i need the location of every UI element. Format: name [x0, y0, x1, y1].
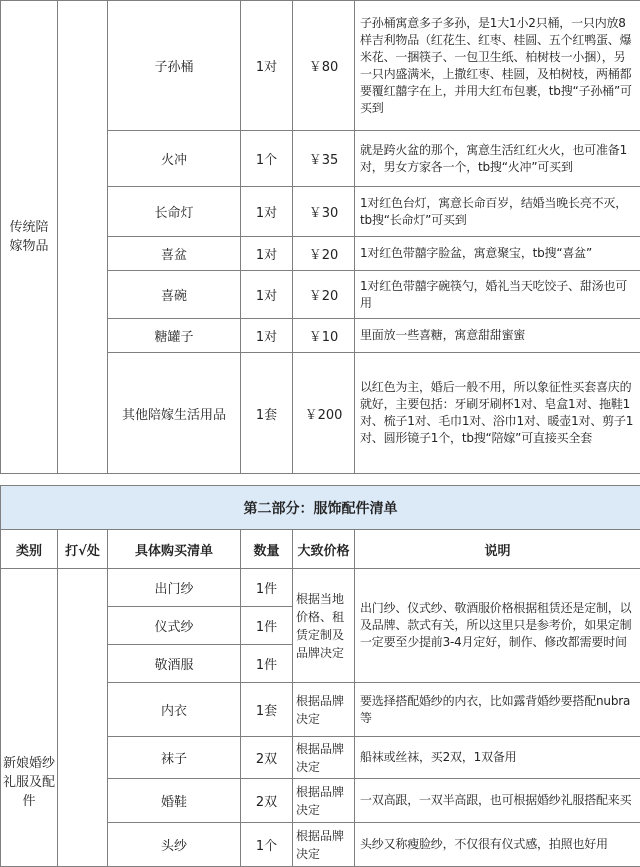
item-price: ￥200 [293, 353, 355, 474]
item-qty: 1件 [241, 607, 293, 645]
check-cell[interactable] [58, 1, 108, 474]
item-name: 火冲 [108, 131, 241, 187]
spacer-row [1, 474, 640, 486]
section-title: 第二部分：服饰配件清单 [1, 486, 640, 530]
item-price: ￥30 [293, 187, 355, 237]
item-name: 喜碗 [108, 271, 241, 319]
item-qty: 2双 [241, 737, 293, 779]
check-cell[interactable] [58, 569, 108, 867]
item-desc: 就是跨火盆的那个，寓意生活红红火火，也可准备1对，男女方家各一个，tb搜“火冲”可买到 [355, 131, 640, 187]
item-qty: 1对 [241, 1, 293, 131]
item-price: ￥35 [293, 131, 355, 187]
header-price: 大致价格 [293, 530, 355, 569]
item-qty: 1个 [241, 131, 293, 187]
item-qty: 1对 [241, 187, 293, 237]
header-item: 具体购买清单 [108, 530, 241, 569]
header-check: 打√处 [58, 530, 108, 569]
table-row [1, 1, 640, 131]
item-desc: 以红色为主，婚后一般不用，所以象征性买套喜庆的就好，主要包括：牙刷牙刷杯1对、皂盒1对、拖鞋1对、梳子1对、毛巾1对、浴巾1对、暖壶1对、剪子1对、圆形镜子1个，tb搜“陪嫁”可直接买全套 [355, 353, 640, 474]
item-name: 子孙桶 [108, 1, 241, 131]
item-name: 内衣 [108, 683, 241, 737]
item-qty: 1套 [241, 353, 293, 474]
header-row [1, 530, 640, 569]
item-price: ￥10 [293, 319, 355, 353]
item-qty: 1件 [241, 569, 293, 607]
header-desc: 说明 [355, 530, 640, 569]
item-desc: 里面放一些喜糖，寓意甜甜蜜蜜 [355, 319, 640, 353]
section-title-row [1, 486, 640, 530]
item-name: 其他陪嫁生活用品 [108, 353, 241, 474]
item-price: ￥20 [293, 237, 355, 271]
item-desc: 出门纱、仪式纱、敬酒服价格根据租赁还是定制，以及品牌、款式有关，所以这里只是参考价，如果定制一定要至少提前3-4月定好，制作、修改都需要时间 [355, 569, 640, 683]
item-desc: 头纱又称瘦脸纱，不仅很有仪式感，拍照也好用 [355, 823, 640, 867]
item-qty: 1套 [241, 683, 293, 737]
category-bride-dress: 新娘婚纱礼服及配件 [1, 569, 58, 867]
item-name: 出门纱 [108, 569, 241, 607]
item-price: 根据品牌决定 [293, 737, 355, 779]
item-name: 敬酒服 [108, 645, 241, 683]
item-qty: 1对 [241, 271, 293, 319]
item-price: 根据品牌决定 [293, 779, 355, 823]
item-qty: 1个 [241, 823, 293, 867]
item-desc: 一双高跟，一双半高跟，也可根据婚纱礼服搭配来买 [355, 779, 640, 823]
header-qty: 数量 [241, 530, 293, 569]
item-name: 糖罐子 [108, 319, 241, 353]
header-category: 类别 [1, 530, 58, 569]
item-price: ￥80 [293, 1, 355, 131]
item-desc: 1对红色台灯，寓意长命百岁，结婚当晚长亮不灭，tb搜“长命灯”可买到 [355, 187, 640, 237]
item-desc: 子孙桶寓意多子多孙，是1大1小2只桶，一只内放8样吉利物品（红花生、红枣、桂圆、五个红鸭蛋、爆米花、一捆筷子、一包卫生纸、柏树枝一小捆），另一只内盛满米，上撒红枣、桂圆，及柏树枝，两桶都要覆红囍字在上，并用大红布包裹，tb搜“子孙桶”可买到 [355, 1, 640, 131]
item-qty: 1对 [241, 319, 293, 353]
item-price: ￥20 [293, 271, 355, 319]
item-name: 袜子 [108, 737, 241, 779]
item-name: 婚鞋 [108, 779, 241, 823]
item-price: 根据品牌决定 [293, 683, 355, 737]
item-name: 喜盆 [108, 237, 241, 271]
item-desc: 1对红色带囍字碗筷勺，婚礼当天吃饺子、甜汤也可用 [355, 271, 640, 319]
item-name: 仪式纱 [108, 607, 241, 645]
item-qty: 2双 [241, 779, 293, 823]
item-price: 根据当地价格、租赁定制及品牌决定 [293, 569, 355, 683]
item-desc: 要选择搭配婚纱的内衣，比如露背婚纱要搭配nubra等 [355, 683, 640, 737]
item-qty: 1件 [241, 645, 293, 683]
table-row [1, 569, 640, 607]
item-name: 头纱 [108, 823, 241, 867]
item-desc: 船袜或丝袜，买2双，1双备用 [355, 737, 640, 779]
item-qty: 1对 [241, 237, 293, 271]
item-price: 根据品牌决定 [293, 823, 355, 867]
item-name: 长命灯 [108, 187, 241, 237]
category-traditional-dowry: 传统陪嫁物品 [1, 1, 58, 474]
item-desc: 1对红色带囍字脸盆，寓意聚宝，tb搜“喜盆” [355, 237, 640, 271]
